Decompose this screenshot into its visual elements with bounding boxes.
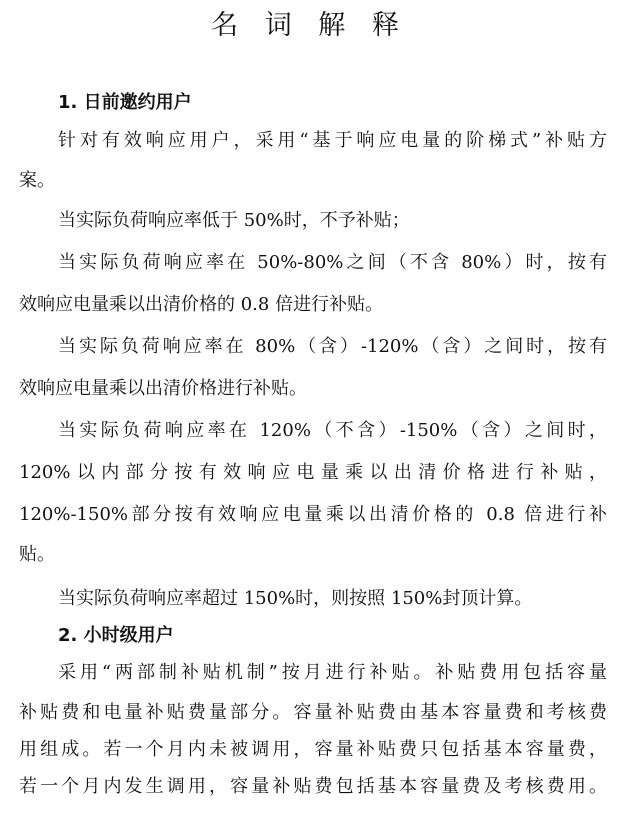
- paragraph-line: 当实际负荷响应率超过 150%时，则按照 150%封顶计算。: [58, 588, 533, 609]
- paragraph-line: 效响应电量乘以出清价格进行补贴。: [19, 378, 307, 399]
- paragraph-line: 当实际负荷响应率在 120%（不含）-150%（含）之间时，: [58, 420, 607, 441]
- section-heading: 2. 小时级用户: [58, 625, 174, 646]
- paragraph-line: 针对有效响应用户，采用“基于响应电量的阶梯式”补贴方: [58, 130, 607, 151]
- paragraph-line: 案。: [19, 170, 55, 191]
- paragraph-line: 当实际负荷响应率在 50%-80%之间（不含 80%）时，按有: [58, 252, 607, 273]
- section-heading: 1. 日前邀约用户: [58, 92, 192, 113]
- paragraph-line: 当实际负荷响应率在 80%（含）-120%（含）之间时，按有: [58, 336, 607, 357]
- paragraph-line: 120%以内部分按有效响应电量乘以出清价格进行补贴，: [19, 462, 607, 483]
- paragraph-line: 当实际负荷响应率低于 50%时，不予补贴；: [58, 210, 410, 231]
- paragraph-line: 用组成。若一个月内未被调用，容量补贴费只包括基本容量费，: [19, 739, 607, 760]
- paragraph-line: 贴。: [19, 544, 55, 565]
- paragraph-line: 补贴费和电量补贴费量部分。容量补贴费由基本容量费和考核费: [19, 702, 607, 723]
- paragraph-line: 采用“两部制补贴机制”按月进行补贴。补贴费用包括容量: [58, 662, 607, 683]
- paragraph-line: 效响应电量乘以出清价格的 0.8 倍进行补贴。: [19, 294, 384, 315]
- paragraph-line: 120%-150%部分按有效响应电量乘以出清价格的 0.8 倍进行补: [19, 504, 607, 525]
- page-title: 名 词 解 释: [211, 10, 408, 41]
- paragraph-line: 若一个月内发生调用，容量补贴费包括基本容量费及考核费用。: [19, 776, 607, 797]
